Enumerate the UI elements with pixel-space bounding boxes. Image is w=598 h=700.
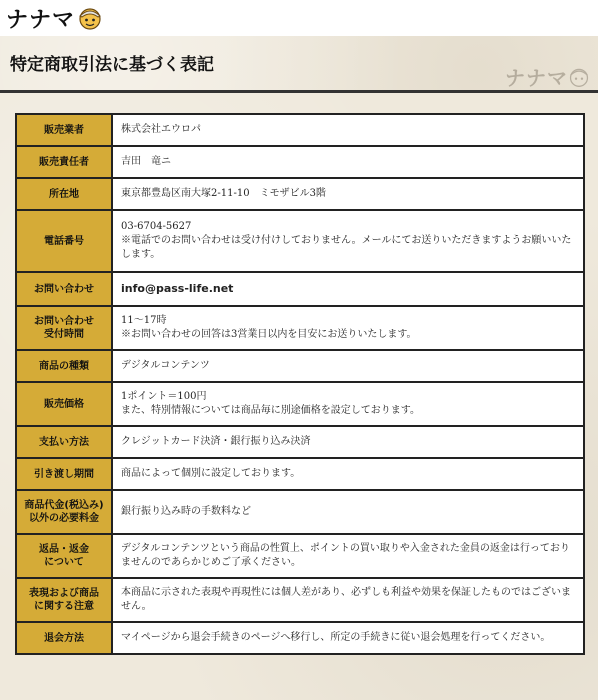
table-row (16, 114, 584, 146)
row-value (112, 272, 584, 306)
row-value (112, 578, 584, 622)
table-row (16, 622, 584, 654)
row-label-line: 表現および商品 (29, 588, 99, 599)
row-value (112, 350, 584, 382)
row-label (16, 178, 112, 210)
row-value-line: ※お問い合わせの回答は3営業日以内を目安にお送りいたします。 (121, 329, 417, 340)
row-label (16, 578, 112, 622)
row-label-line: 販売業者 (44, 124, 84, 136)
mascot-icon (77, 5, 103, 31)
table-row (16, 272, 584, 306)
row-label (16, 458, 112, 490)
table-row (16, 534, 584, 578)
row-value (112, 210, 584, 272)
row-value-line: また、特別情報については商品毎に別途価格を設定しております。 (121, 405, 420, 416)
row-value-line: 東京都豊島区南大塚2-11-10 ミモザビル3階 (121, 188, 326, 199)
row-value-line: 吉田 竜ニ (121, 156, 171, 167)
row-value (112, 426, 584, 458)
row-value-line: 銀行振り込み時の手数料など (121, 506, 251, 517)
row-label (16, 272, 112, 306)
row-label-line: 販売価格 (44, 398, 84, 410)
row-value (112, 146, 584, 178)
table-row (16, 210, 584, 272)
top-bar (0, 0, 598, 36)
watermark-mascot-icon (568, 66, 590, 88)
row-value (112, 178, 584, 210)
table-row (16, 382, 584, 426)
contact-email[interactable]: info@pass-life.net (121, 282, 234, 295)
row-label-line: お問い合わせ (34, 283, 94, 295)
row-label-line: 引き渡し期間 (34, 468, 94, 480)
content-area (0, 93, 598, 700)
row-label (16, 534, 112, 578)
row-value-line: 1ポイント＝100円 (121, 391, 207, 402)
row-label-line: 返品・返金 (39, 544, 89, 555)
row-label-line: 所在地 (49, 188, 79, 200)
row-label (16, 306, 112, 350)
row-value-line: 株式会社エウロパ (121, 124, 201, 135)
row-label-line: 支払い方法 (39, 436, 89, 448)
logo-text: ナナマ (6, 7, 76, 33)
row-label-line: 商品の種類 (39, 360, 89, 372)
row-label (16, 146, 112, 178)
table-row (16, 146, 584, 178)
row-value-line: 商品によって個別に設定しております。 (121, 468, 301, 479)
row-value-line: 本商品に示された表現や再現性には個人差があり、必ずしも利益や効果を保証したものではございません。 (121, 587, 571, 612)
row-value (112, 458, 584, 490)
row-label-line: 以外の必要料金 (29, 513, 99, 524)
row-label-line: 電話番号 (44, 235, 84, 247)
row-value (112, 490, 584, 534)
row-label-line: に関する注意 (34, 601, 94, 612)
row-label-line: お問い合わせ (34, 316, 94, 327)
row-value-line: マイページから退会手続きのページへ移行し、所定の手続きに従い退会処理を行ってください。 (121, 632, 551, 643)
table-row (16, 458, 584, 490)
table-row (16, 350, 584, 382)
row-value-line: デジタルコンテンツという商品の性質上、ポイントの買い取りや入金された金員の返金は行っておりませんのであらかじめご了承ください。 (121, 543, 570, 568)
row-value-line: 11～17時 (121, 315, 167, 326)
row-label (16, 622, 112, 654)
row-label-line: について (44, 557, 84, 568)
row-value-line: 03-6704-5627 (121, 221, 192, 232)
row-value (112, 382, 584, 426)
table-row (16, 490, 584, 534)
row-label (16, 490, 112, 534)
row-value (112, 306, 584, 350)
watermark-text: ナナマ (505, 66, 568, 90)
row-value (112, 534, 584, 578)
row-value-line: デジタルコンテンツ (121, 360, 210, 371)
watermark-logo (505, 62, 590, 91)
row-label (16, 114, 112, 146)
table-row (16, 306, 584, 350)
row-value (112, 114, 584, 146)
site-logo[interactable] (6, 4, 103, 32)
row-label-line: 販売責任者 (39, 156, 89, 168)
table-row (16, 178, 584, 210)
row-label (16, 426, 112, 458)
table-row (16, 578, 584, 622)
row-value-line: ※電話でのお問い合わせは受け付けしておりません。メールにてお送りいただきますようお願いいたします。 (121, 235, 572, 260)
row-label (16, 382, 112, 426)
row-value (112, 622, 584, 654)
row-value-line: クレジットカード決済・銀行振り込み決済 (121, 436, 311, 447)
page-title: 特定商取引法に基づく表記 (10, 55, 214, 75)
row-label-line: 商品代金(税込み) (24, 500, 104, 511)
row-label (16, 210, 112, 272)
row-label-line: 受付時間 (44, 329, 84, 340)
page-header (0, 36, 598, 94)
legal-info-table (15, 113, 585, 655)
table-row (16, 426, 584, 458)
row-label (16, 350, 112, 382)
row-label-line: 退会方法 (44, 632, 84, 644)
